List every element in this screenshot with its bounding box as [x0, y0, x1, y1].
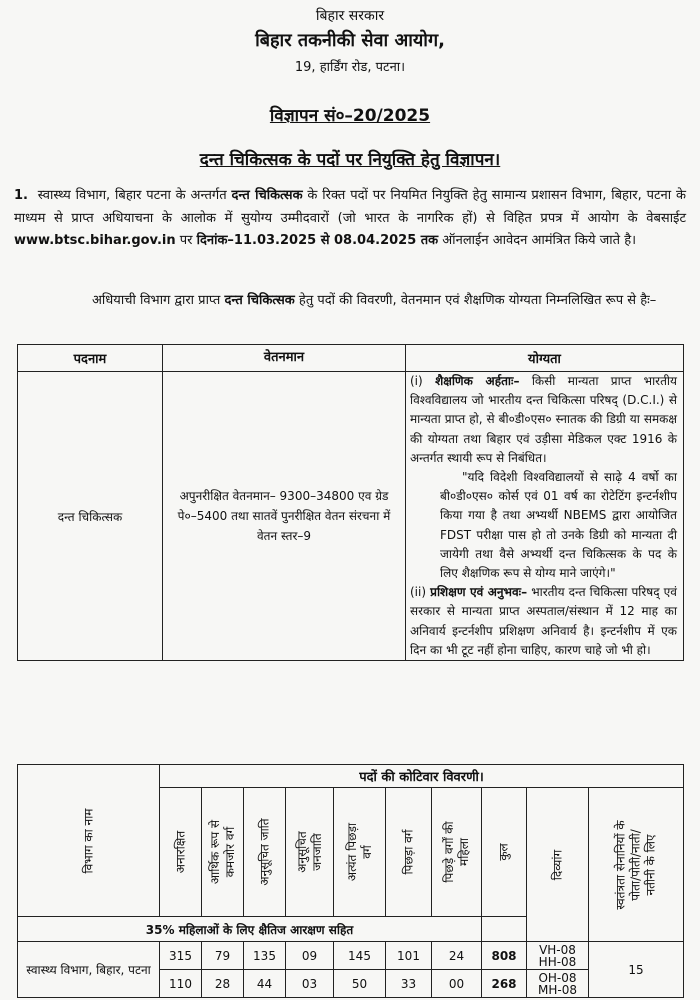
- qualification-training: [410, 583, 677, 660]
- table-cell: 315: [160, 942, 202, 970]
- category-wise-table: [17, 764, 684, 998]
- divyang-cell: OH-08 MH-08: [527, 970, 589, 998]
- table-cell: 101: [386, 942, 432, 970]
- category-header: [432, 788, 482, 917]
- category-header: [244, 788, 286, 917]
- category-header-label: अनुसूचित जनजाति: [294, 831, 324, 873]
- paragraph-number: 1.: [14, 188, 28, 203]
- header-qualification: योग्यता: [406, 345, 684, 372]
- category-header: [386, 788, 432, 917]
- category-header: [160, 788, 202, 917]
- reservation-note: 35% महिलाओं के लिए क्षैतिज आरक्षण सहित: [18, 917, 482, 942]
- category-header: [286, 788, 334, 917]
- table-cell: 09: [286, 942, 334, 970]
- q1-text: किसी मान्यता प्राप्त भारतीय विश्वविद्यालय जो भारतीय दन्त चिकित्सा परिषद् (D.C.I.) से मान्यता प्राप्त हो, से बी०डी०एस० स्नातक की डिग्री या समकक्ष की योग्यता तथा बिहार एवं उड़ीसा मेडिकल एक्ट 1916 के अन्तर्गत स्थायी रूप से निबंधित।: [410, 374, 677, 465]
- commission-address: 19, हार्डिंग रोड, पटना।: [294, 60, 406, 75]
- category-header: [589, 788, 684, 942]
- q2-title: प्रशिक्षण एवं अनुभवः–: [430, 585, 528, 600]
- post-name: दन्त चिकित्सक: [18, 372, 163, 661]
- para2-text-2: हेतु पदों की विवरणी, वेतनमान एवं शैक्षणिक योग्यता निम्नलिखित रूप से हैः–: [294, 293, 657, 308]
- advertisement-title: दन्त चिकित्सक के पदों पर नियुक्ति हेतु विज्ञापन।: [199, 150, 501, 170]
- pay-scale: अपुनरीक्षित वेतनमान– 9300–34800 एव ग्रेड पे०–5400 तथा सातवें पुनरीक्षित वेतन संरचना में वेतन स्तर–9: [163, 372, 406, 661]
- q2-label: (ii): [410, 585, 427, 600]
- table-cell: 28: [202, 970, 244, 998]
- dept-header: विभाग का नाम: [18, 765, 160, 917]
- q1-quote: "यदि विदेशी विश्वविद्यालयों से साढ़े 4 वर्षो का बी०डी०एस० कोर्स एवं 01 वर्ष का रोटेटिंग इन्टर्नशीप किया गया है तथा अभ्यर्थी NBEMS द्वारा आयोजित FDST परीक्षा पास हो तो उनके डिग्री को मान्यता दी जायेगी तथा वैसे अभ्यर्थी दन्त चिकित्सक के पद के लिए शैक्षणिक रूप से योग्य माने जाएंगे।": [440, 470, 677, 581]
- paragraph-2: [14, 290, 686, 311]
- table-cell: 268: [482, 970, 527, 998]
- para1-text-2: के रिक्त पदों पर नियमित नियुक्ति हेतु सामान्य प्रशासन विभाग, बिहार, पटना के माध्यम से प्राप्त अधियाचना के आलोक में सुयोग्य उम्मीदवारों (जो भारत के नागरिक हों) से विहित प्रपत्र में आयोग के वेबसाईट: [14, 188, 686, 226]
- paragraph-1: [14, 185, 686, 253]
- header-pay: वेतनमान: [163, 345, 406, 372]
- post-details-table: [17, 344, 684, 661]
- category-header-label: अत्यंत पिछड़ा वर्ग: [344, 822, 374, 882]
- table-cell: 79: [202, 942, 244, 970]
- category-header: [202, 788, 244, 917]
- header-post: पदनाम: [18, 345, 163, 372]
- category-header: [527, 788, 589, 942]
- table-cell: 135: [244, 942, 286, 970]
- divyang-cell: VH-08 HH-08: [527, 942, 589, 970]
- q1-title: शैक्षणिक अर्हताः–: [435, 374, 520, 388]
- table2-title: पदों की कोटिवार विवरणी।: [160, 765, 684, 788]
- category-header-label: अनारक्षित: [173, 830, 187, 874]
- q1-label: (i): [410, 374, 423, 388]
- table-cell: 33: [386, 970, 432, 998]
- dept-name: स्वास्थ्य विभाग, बिहार, पटना: [18, 942, 160, 998]
- para2-post: दन्त चिकित्सक: [224, 293, 295, 308]
- table-cell: 808: [482, 942, 527, 970]
- para1-text-1: स्वास्थ्य विभाग, बिहार पटना के अन्तर्गत: [37, 188, 232, 203]
- category-header-label: पिछड़े वर्गों की महिला: [441, 821, 471, 883]
- table-cell: 44: [244, 970, 286, 998]
- category-header-label: आर्थिक रूप से कमजोर वर्ग: [207, 819, 237, 885]
- table-cell: 24: [432, 942, 482, 970]
- para2-text-1: अधियाची विभाग द्वारा प्राप्त: [92, 293, 225, 308]
- qualification-education: [410, 372, 677, 468]
- government-name: बिहार सरकार: [315, 8, 385, 24]
- category-header-label: अनुसूचित जाति: [257, 818, 271, 886]
- category-header-label: पिछड़ा वर्ग: [401, 829, 415, 875]
- para1-text-4: ऑनलाईन आवेदन आमंत्रित किये जाते है।: [438, 233, 637, 248]
- website-link[interactable]: www.btsc.bihar.gov.in: [14, 233, 176, 248]
- category-header-label: कुल: [496, 843, 511, 861]
- table-cell: 00: [432, 970, 482, 998]
- table-cell: 110: [160, 970, 202, 998]
- para1-text-3: पर: [175, 233, 197, 248]
- para1-post: दन्त चिकित्सक: [231, 188, 303, 203]
- category-header: [482, 788, 527, 917]
- table-cell: 50: [334, 970, 386, 998]
- table-cell: 145: [334, 942, 386, 970]
- category-header: [334, 788, 386, 917]
- category-header-label: स्वतंत्रता सेनानियों के पोता/पोती/नाती/ नतीनी के लिए: [613, 819, 658, 910]
- q2-text: भारतीय दन्त चिकित्सा परिषद् एवं सरकार से मान्यता प्राप्त अस्पताल/संस्थान में 12 माह का अनिवार्य इन्टर्नशीप प्रशिक्षण अनिवार्य है। इन्टर्नशीप में एक दिन का भी टूट नहीं होना चाहिए, कारण चाहे जो भी हो।: [410, 585, 677, 657]
- freedom-fighter-cell: 15: [589, 942, 684, 998]
- commission-name: बिहार तकनीकी सेवा आयोग,: [255, 30, 445, 51]
- application-dates: दिनांक–11.03.2025 से 08.04.2025 तक: [196, 233, 439, 248]
- table-cell: 03: [286, 970, 334, 998]
- category-header-label: दिव्यांग: [550, 849, 564, 880]
- qualification: [406, 372, 684, 661]
- advertisement-number: विज्ञापन सं०–20/2025: [269, 106, 431, 126]
